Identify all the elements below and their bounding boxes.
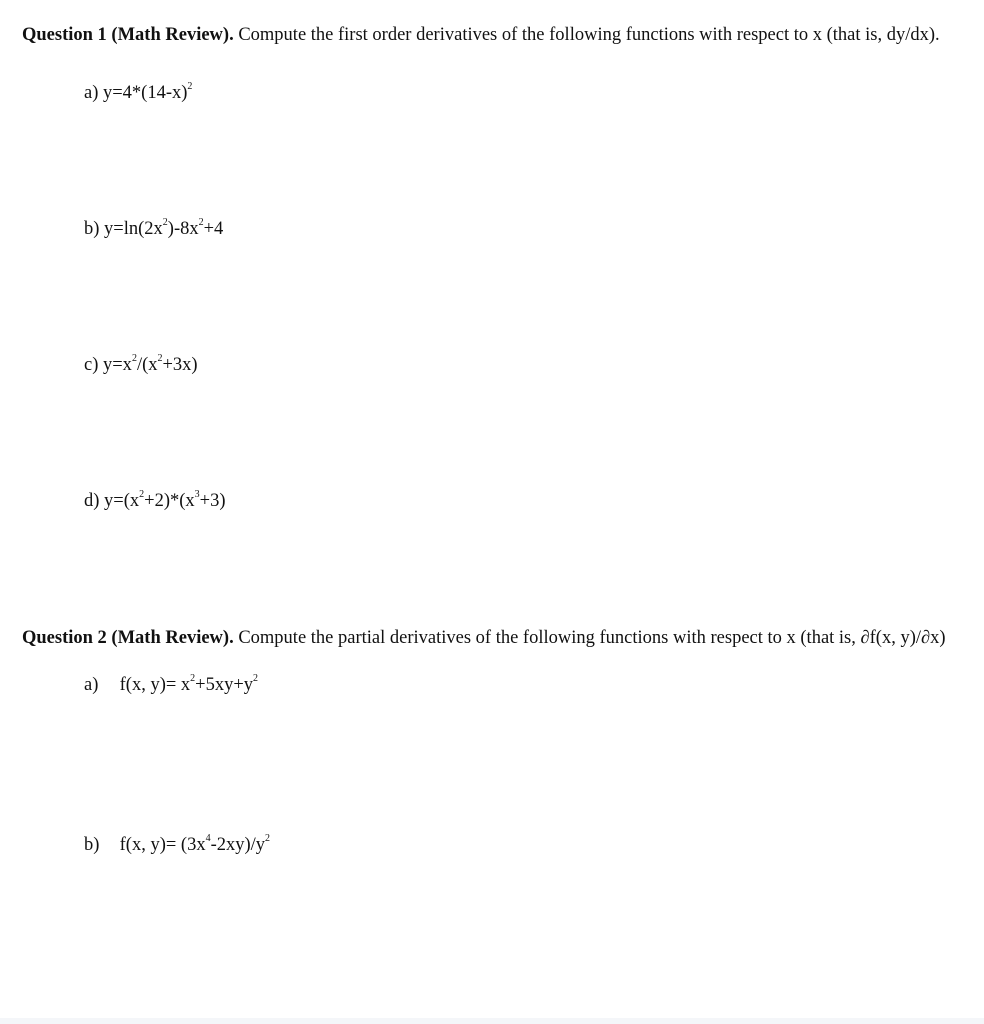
question-2-heading xyxy=(22,627,952,650)
page-bottom-edge xyxy=(0,1018,984,1024)
expression: f(x, $y)= x^2+5xy+y^2$ xyxy=(119,672,259,695)
expression: $y=\ln(2x^2)-8x^2+4$ xyxy=(104,216,224,239)
question-2-item-b xyxy=(84,834,270,857)
item-label: b) xyxy=(84,219,100,239)
expression: $y=(x^2+2)*(x^3+3)$ xyxy=(104,488,226,511)
question-1-prompt: Compute the first order derivatives of the following functions with respect to x (that is, dy/dx). xyxy=(238,25,940,45)
question-1-item-a xyxy=(84,82,192,105)
question-1-title: Question 1 (Math Review). xyxy=(22,25,234,45)
item-label: a) xyxy=(84,675,99,695)
item-label: b) xyxy=(84,835,100,855)
question-2-prompt: Compute the partial derivatives of the following functions with respect to x (that is, ∂f(x, y)/∂x) xyxy=(238,628,946,648)
expression: $y=x^2/(x^2+3x)$ xyxy=(103,352,198,375)
item-label: a) xyxy=(84,83,99,103)
item-label: d) xyxy=(84,491,100,511)
question-2-title: Question 2 (Math Review). xyxy=(22,628,234,648)
question-1-item-b xyxy=(84,218,223,241)
question-2-item-a xyxy=(84,674,258,697)
expression: f(x, $y)= (3x^4-2xy)/y^2$ xyxy=(119,832,271,855)
question-1-item-c xyxy=(84,354,198,377)
item-label: c) xyxy=(84,355,99,375)
question-1-heading xyxy=(22,24,952,47)
question-1-item-d xyxy=(84,490,226,513)
expression: $y=4*(14-x)^2$ xyxy=(103,80,193,103)
